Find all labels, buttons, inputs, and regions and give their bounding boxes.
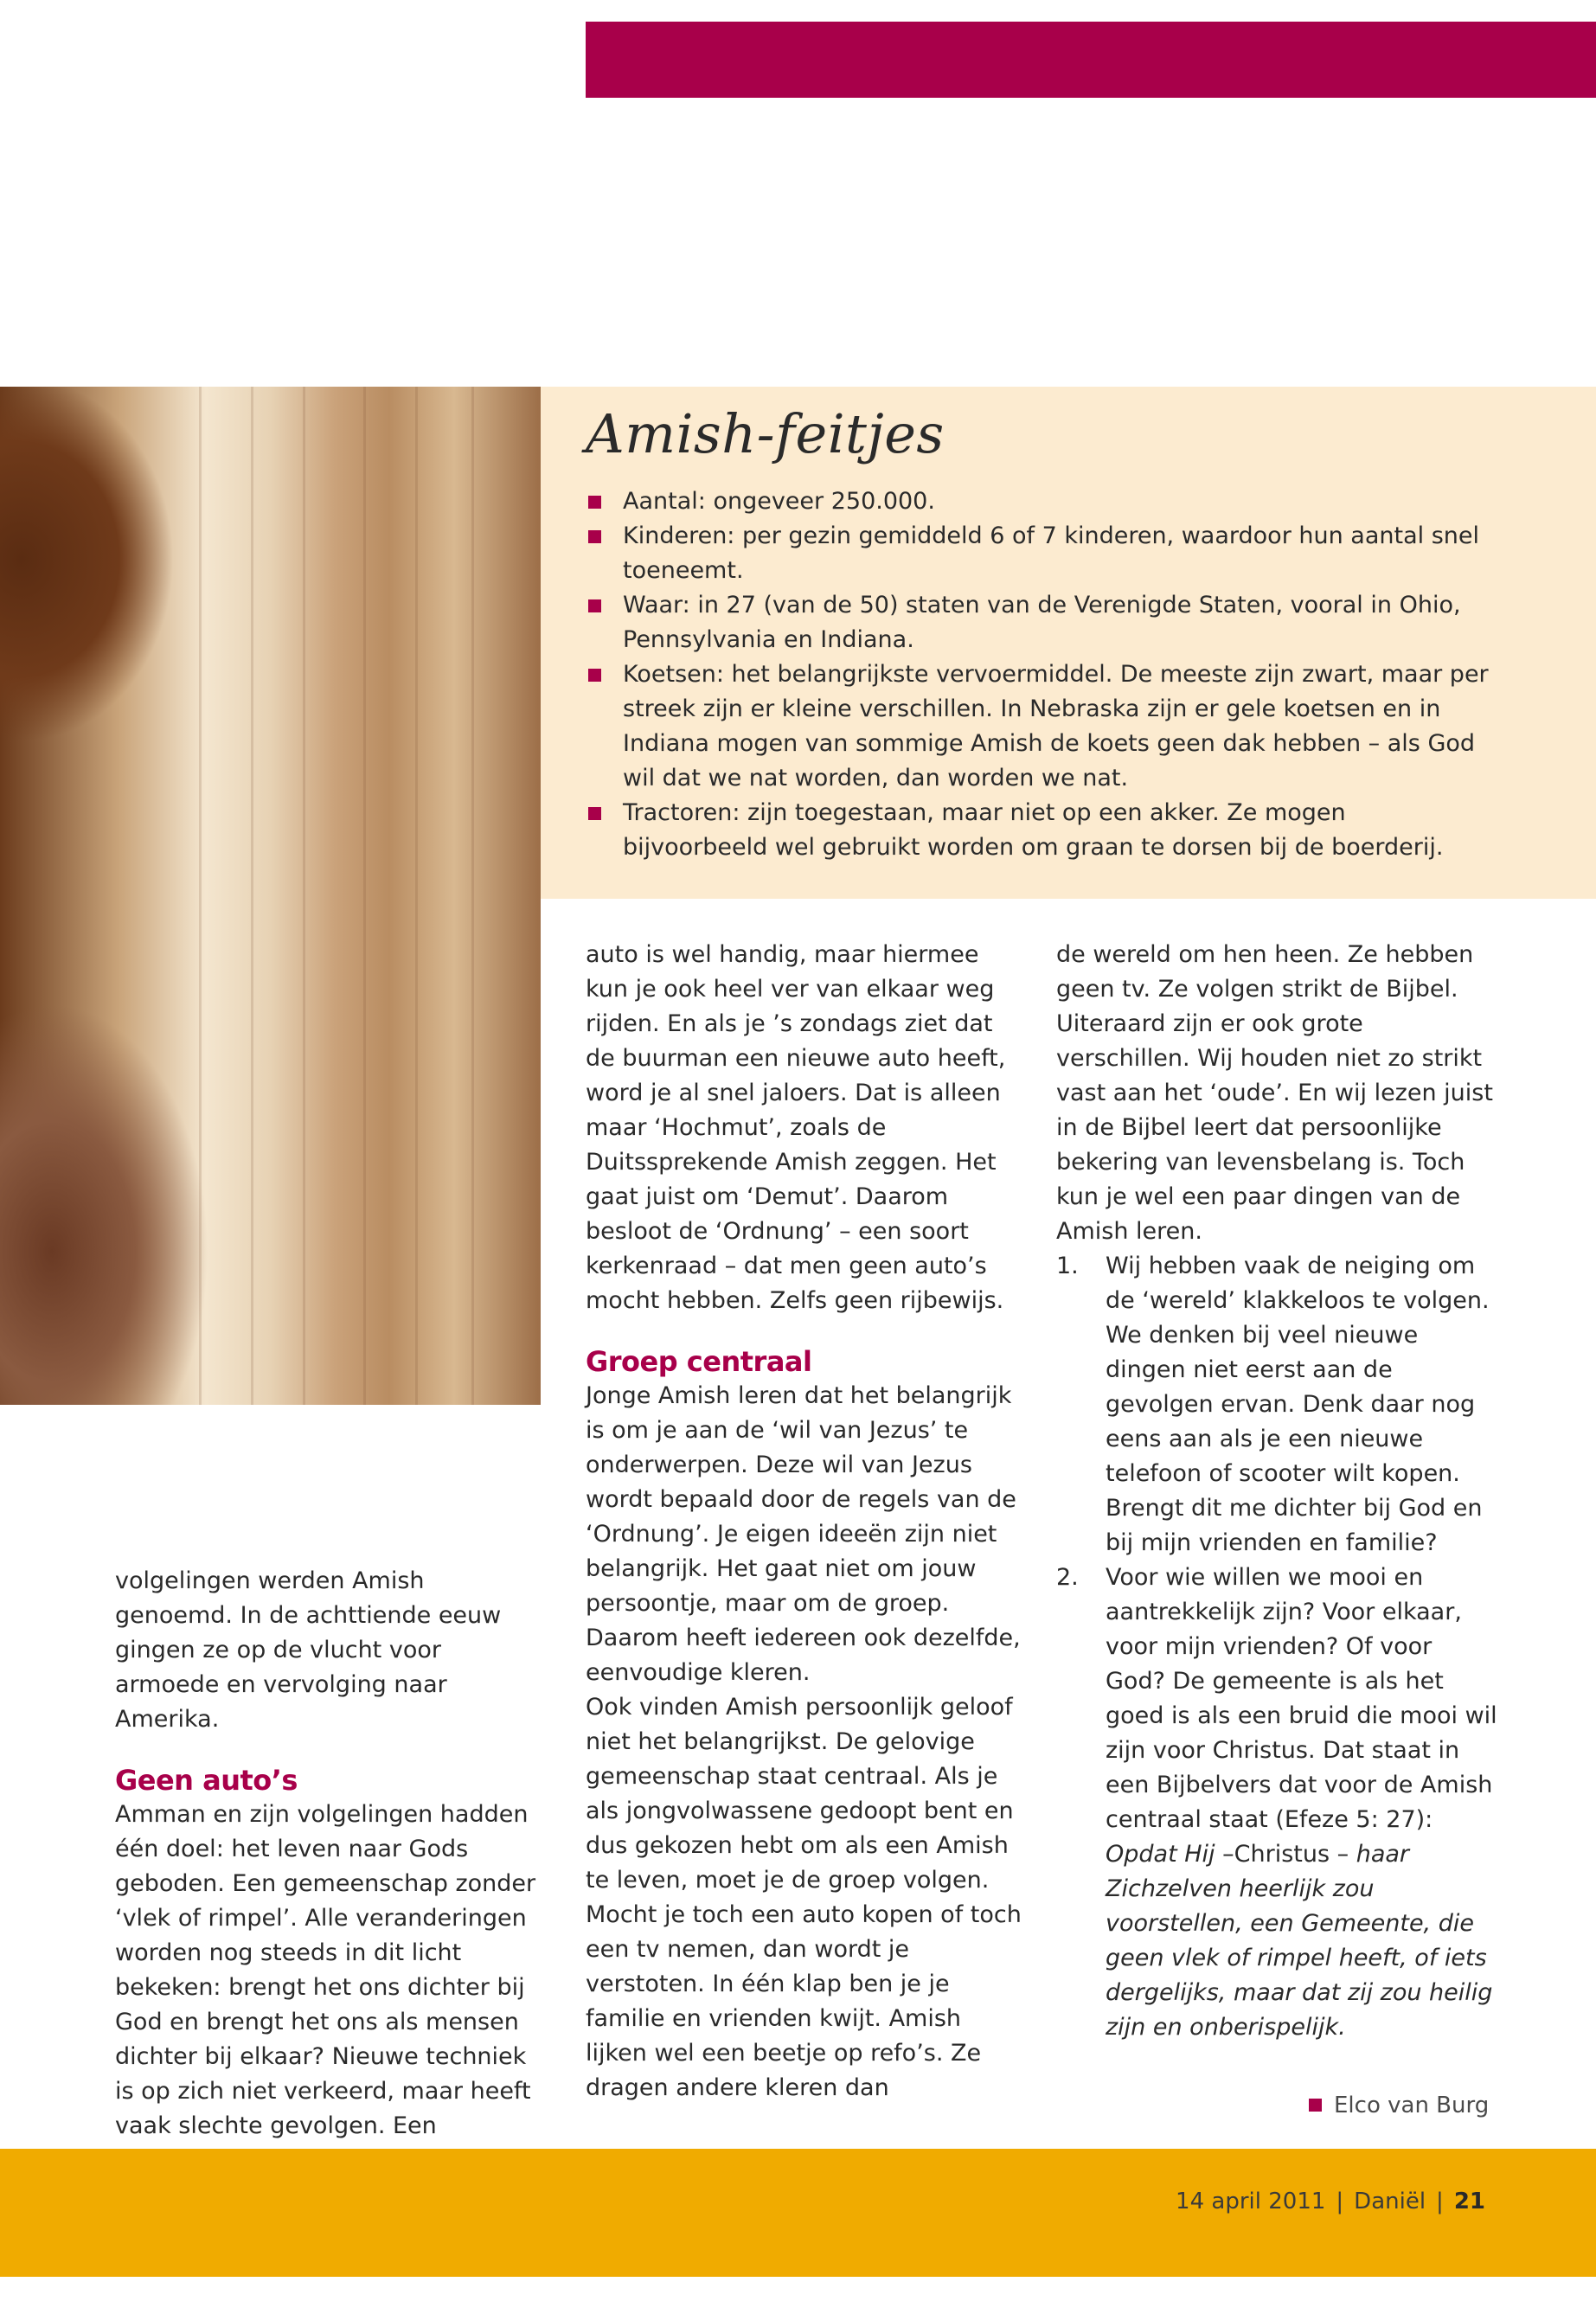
article-column-1 [115,1564,548,2144]
author-credit: Elco van Burg [1309,2088,1489,2123]
fact-item: Koetsen: het belangrijkste vervoermiddel. De meeste zijn zwart, maar per streek zijn er kleine verschillen. In Nebraska zijn er gele koetsen en in Indiana mogen van sommige Amish de koets geen dak hebben – als God wil dat we nat worden, dan worden we nat. [586,657,1494,796]
paragraph: Jonge Amish leren dat het belangrijk is om je aan de ‘wil van Jezus’ te onderwerpen. Deze wil van Jezus wordt bepaald door de regels van de ‘Ordnung’. Je eigen ideeën zijn niet belangrijk. Het gaat niet om jouw persoontje, maar om de groep. Daarom heeft iedereen ook dezelfde, eenvoudige kleren. [586,1382,1021,1686]
paragraph: Amman en zijn volgelingen hadden één doel: het leven naar Gods geboden. Een gemeenschap zonder ‘vlek of rimpel’. Alle veranderingen worden nog steeds in dit licht bekeken: brengt het ons dichter bij God en brengt het ons als mensen dichter bij elkaar? Nieuwe techniek is op zich niet verkeerd, maar heeft vaak slechte gevolgen. Een [115,1801,536,2139]
fact-item: Kinderen: per gezin gemiddeld 6 of 7 kinderen, waardoor hun aantal snel toeneemt. [586,519,1494,588]
list-item: 1. Wij hebben vaak de neiging om de ‘wereld’ klakkeloos te volgen. We denken bij veel nieuwe dingen niet eerst aan de gevolgen ervan. Denk daar nog eens aan als je een nieuwe telefoon of scooter wilt kopen. Brengt dit me dichter bij God en bij mijn vrienden en familie? [1056,1249,1497,1561]
lessons-list [1056,1249,1497,2045]
facts-list [586,484,1494,865]
magazine-name: Daniël [1354,2189,1426,2214]
bullet-square-icon [588,496,601,509]
photo-woman-at-window [0,387,541,1405]
page-number: 21 [1453,2189,1485,2214]
section-heading-groep-centraal: Groep centraal [586,1345,812,1378]
fact-item: Tractoren: zijn toegestaan, maar niet op een akker. Ze mogen bijvoorbeeld wel gebruikt worden om graan te dorsen bij de boerderij. [586,796,1494,865]
bible-quote: haar Zichzelven heerlijk zou voorstellen, een Gemeente, die geen vlek of rimpel heeft, of iets dergelijks, maar dat zij zou heilig zijn en onberispelijk. [1106,1841,1493,2041]
article-column-3 [1056,938,1497,2045]
issue-date: 14 april 2011 [1176,2189,1326,2214]
bullet-square-icon [588,807,601,820]
paragraph: de wereld om hen heen. Ze hebben geen tv. Ze volgen strikt de Bijbel. Uiteraard zijn er ook grote verschillen. Wij houden niet zo strikt vast aan het ‘oude’. En wij lezen juist in de Bijbel leert dat persoonlijke bekering van levensbelang is. Toch kun je wel een paar dingen van de Amish leren. [1056,941,1493,1245]
bullet-square-icon [588,599,601,612]
footer-info: 14 april 2011 | Daniël | 21 [1176,2189,1485,2214]
fact-item: Aantal: ongeveer 250.000. [586,484,1494,519]
list-number: 1. [1056,1253,1079,1279]
facts-title: Amish-feitjes [586,402,945,465]
section-heading-geen-autos: Geen auto’s [115,1764,298,1797]
article-column-2 [586,938,1022,2106]
paragraph: volgelingen werden Amish genoemd. In de achttiende eeuw gingen ze op de vlucht voor armoede en vervolging naar Amerika. [115,1567,502,1733]
list-item: 2. Voor wie willen we mooi en aantrekkelijk zijn? Voor elkaar, voor mijn vrienden? Of voor God? De gemeente is als het goed is als een bruid die mooi wil zijn voor Christus. Dat staat in een Bijbelvers dat voor de Amish centraal staat (Efeze 5: 27): Opdat Hij –Christus – haar Zichzelven heerlijk zou voorstellen, een Gemeente, die geen vlek of rimpel heeft, of iets dergelijks, maar dat zij zou heilig zijn en onberispelijk. [1056,1561,1497,2045]
paragraph: Ook vinden Amish persoonlijk geloof niet het belangrijkst. De gelovige gemeenschap staat centraal. Als je als jongvolwassene gedoopt bent en dus gekozen hebt om als een Amish te leven, moet je de groep volgen. Mocht je toch een auto kopen of toch een tv nemen, dan wordt je verstoten. In één klap ben je je familie en vrienden kwijt. Amish lijken wel een beetje op refo’s. Ze dragen andere kleren dan [586,1694,1022,2101]
list-number: 2. [1056,1564,1079,1591]
bullet-square-icon [588,669,601,682]
bullet-square-icon [1309,2099,1322,2112]
top-accent-bar [586,22,1596,98]
bullet-square-icon [588,530,601,543]
bible-quote: Opdat Hij [1106,1841,1215,1868]
paragraph: auto is wel handig, maar hiermee kun je ook heel ver van elkaar weg rijden. En als je ’s zondags ziet dat de buurman een nieuwe auto heeft, word je al snel jaloers. Dat is alleen maar ‘Hochmut’, zoals de Duitssprekende Amish zeggen. Het gaat juist om ‘Demut’. Daarom besloot de ‘Ordnung’ – een soort kerkenraad – dat men geen auto’s mocht hebben. Zelfs geen rijbewijs. [586,941,1006,1314]
fact-item: Waar: in 27 (van de 50) staten van de Verenigde Staten, vooral in Ohio, Pennsylvania en Indiana. [586,588,1494,657]
